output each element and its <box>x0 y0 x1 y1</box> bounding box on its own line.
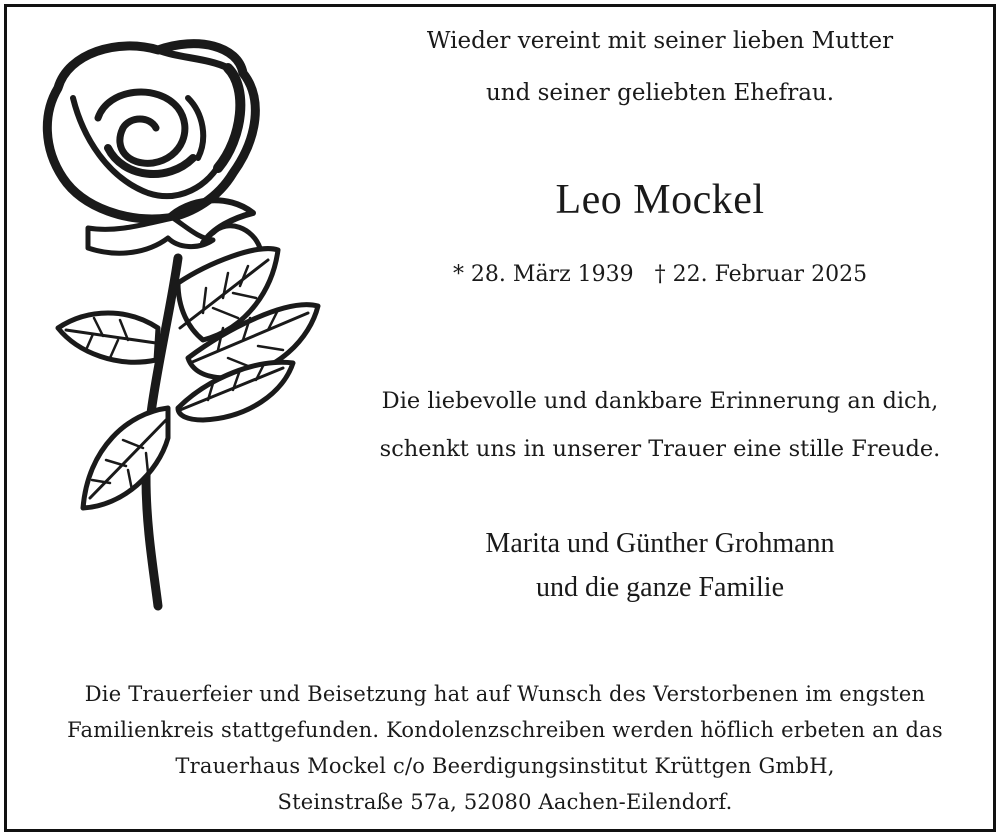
rose-illustration-icon <box>28 28 328 613</box>
family-line-1: Marita und Günther Grohmann <box>485 528 835 559</box>
notice-line-3: Trauerhaus Mockel c/o Beerdigungsinstitut Krüttgen GmbH, <box>175 754 835 778</box>
notice-line-4: Steinstraße 57a, 52080 Aachen-Eilendorf. <box>277 790 733 814</box>
quote-line-2: schenkt uns in unserer Trauer eine stille Freude. <box>379 436 941 462</box>
header-line-2: und seiner geliebten Ehefrau. <box>485 80 835 106</box>
deceased-name: Leo Mockel <box>555 177 765 223</box>
quote-line-1: Die liebevolle und dankbare Erinnerung an dich, <box>381 388 939 414</box>
notice-line-2: Familienkreis stattgefunden. Kondolenzschreiben werden höflich erbeten an das <box>67 718 943 742</box>
deceased-dates: * 28. März 1939 † 22. Februar 2025 <box>452 262 868 287</box>
header-line-1: Wieder vereint mit seiner lieben Mutter <box>426 28 894 54</box>
family-line-2: und die ganze Familie <box>535 572 785 603</box>
notice-line-1: Die Trauerfeier und Beisetzung hat auf Wunsch des Verstorbenen im engsten <box>84 682 926 706</box>
